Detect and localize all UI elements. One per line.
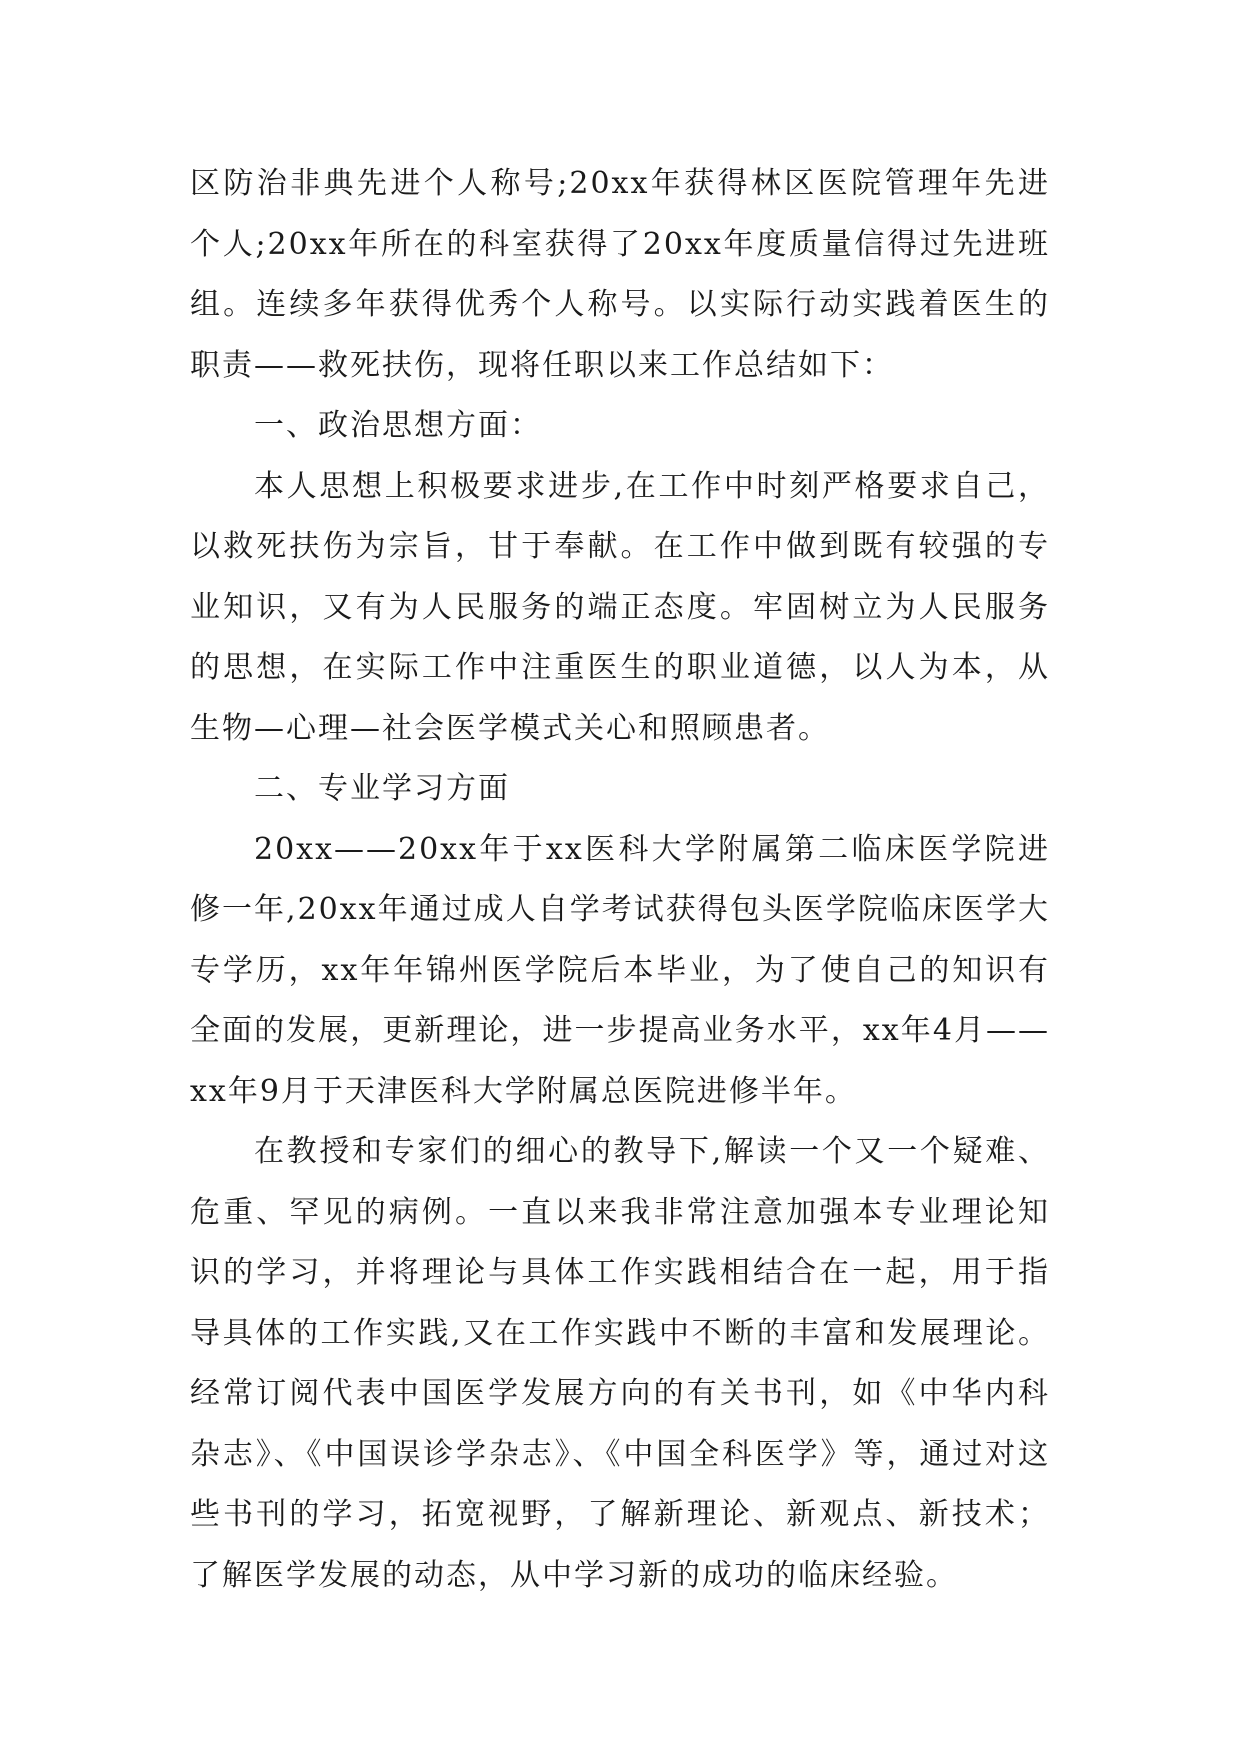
section-heading-professional-study: 二、专业学习方面 (254, 771, 510, 806)
paragraph-clinical-learning: 在教授和专家们的细心的教导下,解读一个又一个疑难、危重、罕见的病例。一直以来我非常注意加强本专业理论知识的学习，并将理论与具体工作实践相结合在一起，用于指导具体的工作实践,又在工作实践中不断的丰富和发展理论。经常订阅代表中国医学发展方向的有关书刊，如《中华内科杂志》、《中国误诊学杂志》、《中国全科医学》等，通过对这些书刊的学习，拓宽视野，了解新理论、新观点、新技术；了解医学发展的动态，从中学习新的成功的临床经验。 (190, 1134, 1050, 1593)
paragraph-political-thought: 本人思想上积极要求进步,在工作中时刻严格要求自己，以救死扶伤为宗旨，甘于奉献。在工作中做到既有较强的专业知识，又有为人民服务的端正态度。牢固树立为人民服务的思想，在实际工作中注重医生的职业道德，以人为本，从生物—心理—社会医学模式关心和照顾患者。 (190, 468, 1050, 746)
paragraph-education-history: 20xx——20xx年于xx医科大学附属第二临床医学院进修一年,20xx年通过成人自学考试获得包头医学院临床医学大专学历，xx年年锦州医学院后本毕业，为了使自己的知识有全面的发展，更新理论，进一步提高业务水平，xx年4月——xx年9月于天津医科大学附属总医院进修半年。 (190, 831, 1050, 1109)
paragraph-honors-summary: 区防治非典先进个人称号;20xx年获得林区医院管理年先进个人;20xx年所在的科室获得了20xx年度质量信得过先进班组。连续多年获得优秀个人称号。以实际行动实践着医生的职责——救死扶伤，现将任职以来工作总结如下： (190, 166, 1050, 383)
section-heading-political-thought: 一、政治思想方面： (254, 408, 542, 443)
document-body (190, 154, 1050, 1606)
